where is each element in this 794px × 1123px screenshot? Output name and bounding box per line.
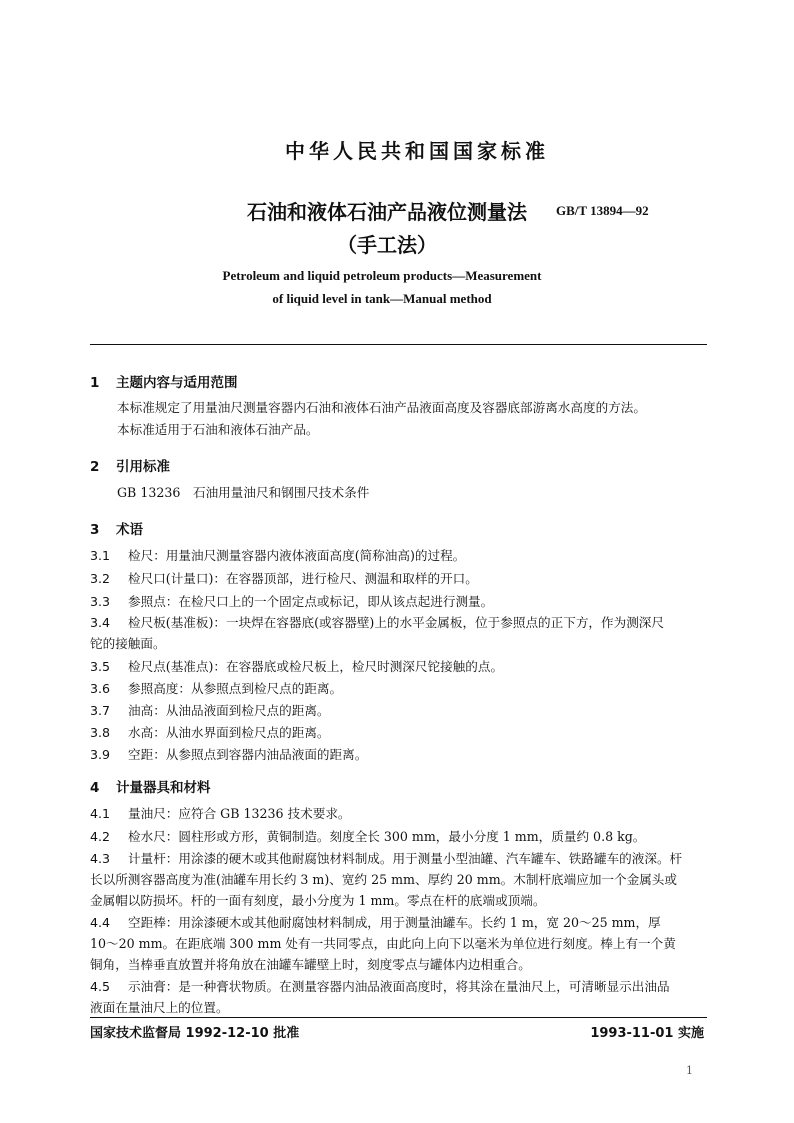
equipment-item-continuation: 铜角，当棒垂直放置并将角放在油罐车罐壁上时，刻度零点与罐体内边相重合。 — [90, 957, 531, 972]
equipment-item-continuation: 金属帽以防损坏。杆的一面有刻度，最小分度为 1 mm。零点在杆的底端或顶端。 — [90, 893, 546, 908]
equipment-item-continuation: 10～20 mm。在距底端 300 mm 处有一共同零点，由此向上向下以毫米为单位进行刻度。棒上有一个黄 — [90, 936, 676, 951]
footer-divider — [90, 1017, 707, 1018]
term-item: 3.9 空距：从参照点到容器内油品液面的距离。 — [90, 747, 368, 762]
term-item: 3.8 水高：从油水界面到检尺点的距离。 — [90, 725, 330, 740]
equipment-item: 4.2 检水尺：圆柱形或方形，黄铜制造。刻度全长 300 mm，最小分度 1 mm，质量约 0.8 kg。 — [90, 829, 646, 844]
term-item: 3.2 检尺口(计量口)：在容器顶部，进行检尺、测温和取样的开口。 — [90, 571, 478, 586]
term-item: 3.7 油高：从油品液面到检尺点的距离。 — [90, 703, 330, 718]
term-item-continuation: 铊的接触面。 — [90, 636, 166, 651]
section-1-heading: 1 主题内容与适用范围 — [90, 375, 238, 391]
document-title-en-line2: of liquid level in tank—Manual method — [272, 291, 492, 306]
section-4-heading: 4 计量器具和材料 — [90, 780, 211, 796]
equipment-item-continuation: 长以所测容器高度为准(油罐车用长约 3 m)、宽约 25 mm、厚约 20 mm。木制杆底端应加一个金属头或 — [90, 872, 677, 887]
document-title-en-line1: Petroleum and liquid petroleum products—Measurement — [222, 268, 542, 283]
section-2-heading: 2 引用标准 — [90, 459, 170, 475]
equipment-item: 4.4 空距棒：用涂漆硬木或其他耐腐蚀材料制成，用于测量油罐车。长约 1 m，宽 20～25 mm，厚 — [90, 915, 661, 930]
equipment-item-continuation: 液面在量油尺上的位置。 — [90, 1000, 229, 1015]
equipment-item: 4.5 示油膏：是一种膏状物质。在测量容器内油品液面高度时，将其涂在量油尺上，可清晰显示出油品 — [90, 979, 670, 994]
equipment-item: 4.3 计量杆：用涂漆的硬木或其他耐腐蚀材料制成。用于测量小型油罐、汽车罐车、铁路罐车的液深。杆 — [90, 851, 683, 866]
document-title-cn: 石油和液体石油产品液位测量法 — [247, 200, 527, 224]
term-item: 3.4 检尺板(基准板)：一块焊在容器底(或容器壁)上的水平金属板，位于参照点的正下方，作为测深尺 — [90, 615, 664, 630]
term-item: 3.1 检尺：用量油尺测量容器内液体液面高度(简称油高)的过程。 — [90, 548, 466, 563]
national-standard-heading: 中华人民共和国国家标准 — [285, 139, 549, 163]
header-divider — [90, 344, 707, 345]
page-number: 1 — [686, 1064, 693, 1077]
section-2-reference: GB 13236 石油用量油尺和钢围尺技术条件 — [117, 485, 370, 500]
section-1-para-1: 本标准规定了用量油尺测量容器内石油和液体石油产品液面高度及容器底部游离水高度的方法。 — [117, 400, 646, 415]
section-1-para-2: 本标准适用于石油和液体石油产品。 — [117, 422, 319, 437]
section-3-heading: 3 术语 — [90, 522, 143, 538]
equipment-item: 4.1 量油尺：应符合 GB 13236 技术要求。 — [90, 806, 351, 821]
effective-date: 1993-11-01 实施 — [590, 1026, 704, 1041]
term-item: 3.5 检尺点(基准点)：在容器底或检尺板上，检尺时测深尺铊接触的点。 — [90, 659, 504, 674]
term-item: 3.6 参照高度：从参照点到检尺点的距离。 — [90, 681, 343, 696]
term-item: 3.3 参照点：在检尺口上的一个固定点或标记，即从该点起进行测量。 — [90, 594, 494, 609]
standard-code: GB/T 13894—92 — [556, 203, 649, 218]
approval-date: 国家技术监督局 1992-12-10 批准 — [90, 1026, 300, 1041]
document-subtitle-cn: （手工法） — [337, 233, 437, 257]
